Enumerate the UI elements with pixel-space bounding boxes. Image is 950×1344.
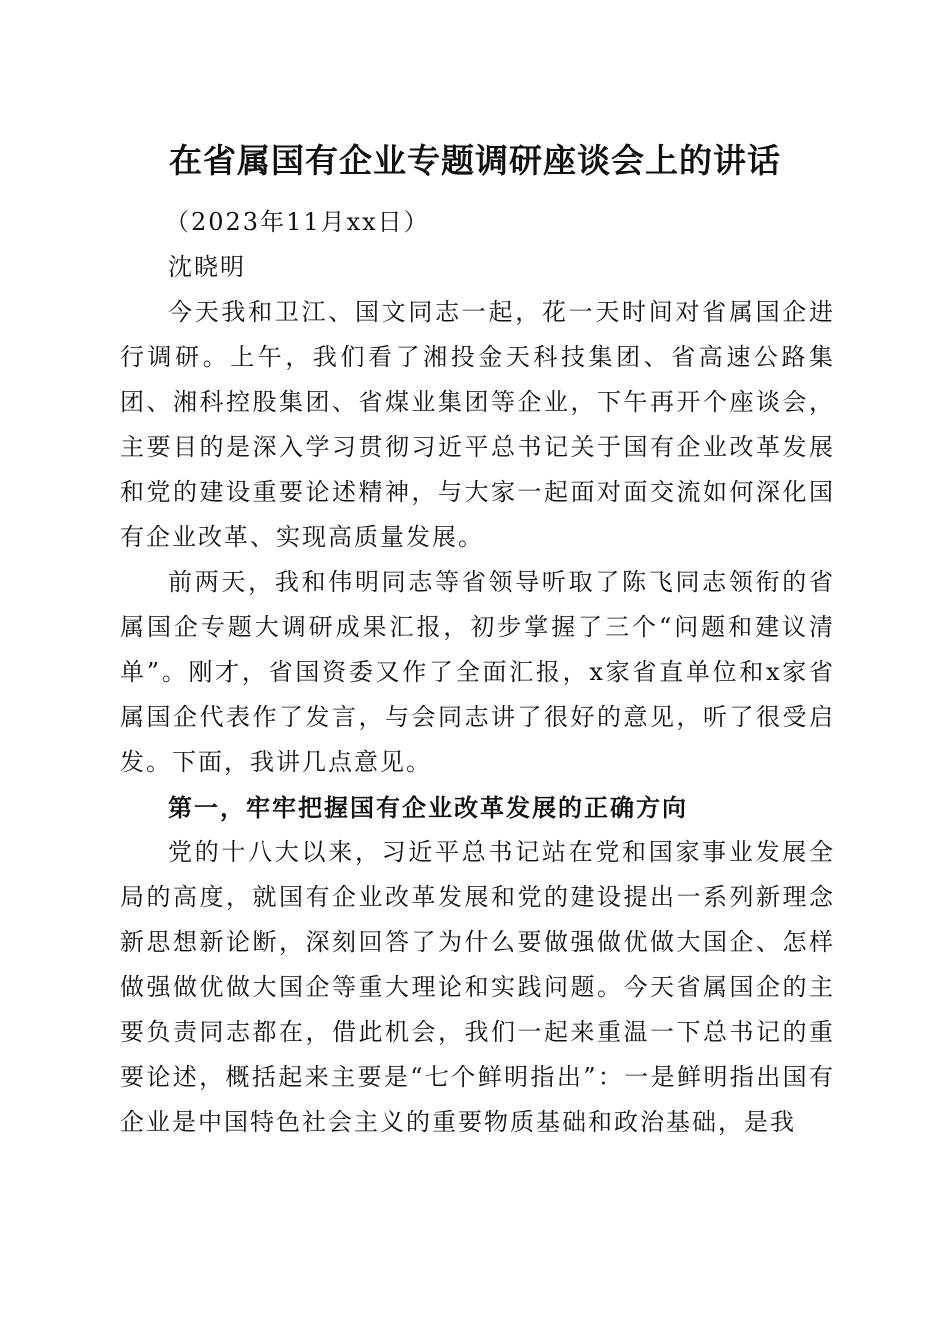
section-heading: 第一，牢牢把握国有企业改革发展的正确方向 <box>168 793 688 822</box>
section-paragraph: 党的十八大以来，习近平总书记站在党和国家事业发展全局的高度，就国有企业改革发展和党的建设提出一系列新理念新思想新论断，深刻回答了为什么要做强做优做大国企、怎样做强做优做大国企等重大理论和实践问题。今天省属国企的主要负责同志都在，借此机会，我们一起来重温一下总书记的重要论述，概括起来主要是“七个鲜明指出”：一是鲜明指出国有企业是中国特色社会主义的重要物质基础和政治基础，是我 <box>120 838 835 1136</box>
speaker-name: 沈晓明 <box>168 253 246 281</box>
body-paragraph-1: 今天我和卫江、国文同志一起，花一天时间对省属国企进行调研。上午，我们看了湘投金天科技集团、省高速公路集团、湘科控股集团、省煤业集团等企业，下午再开个座谈会，主要目的是深入学习贯彻习近平总书记关于国有企业改革发展和党的建设重要论述精神，与大家一起面对面交流如何深化国有企业改革、实现高质量发展。 <box>120 298 835 551</box>
body-paragraph-2: 前两天，我和伟明同志等省领导听取了陈飞同志领衔的省属国企专题大调研成果汇报，初步掌握了三个“问题和建议清单”。刚才，省国资委又作了全面汇报，x家省直单位和x家省属国企代表作了发言，与会同志讲了很好的意见，听了很受启发。下面，我讲几点意见。 <box>120 568 835 776</box>
speech-date: （2023年11月xx日） <box>165 208 430 236</box>
document-title: 在省属国有企业专题调研座谈会上的讲话 <box>169 141 781 180</box>
document-body <box>120 200 835 1145</box>
